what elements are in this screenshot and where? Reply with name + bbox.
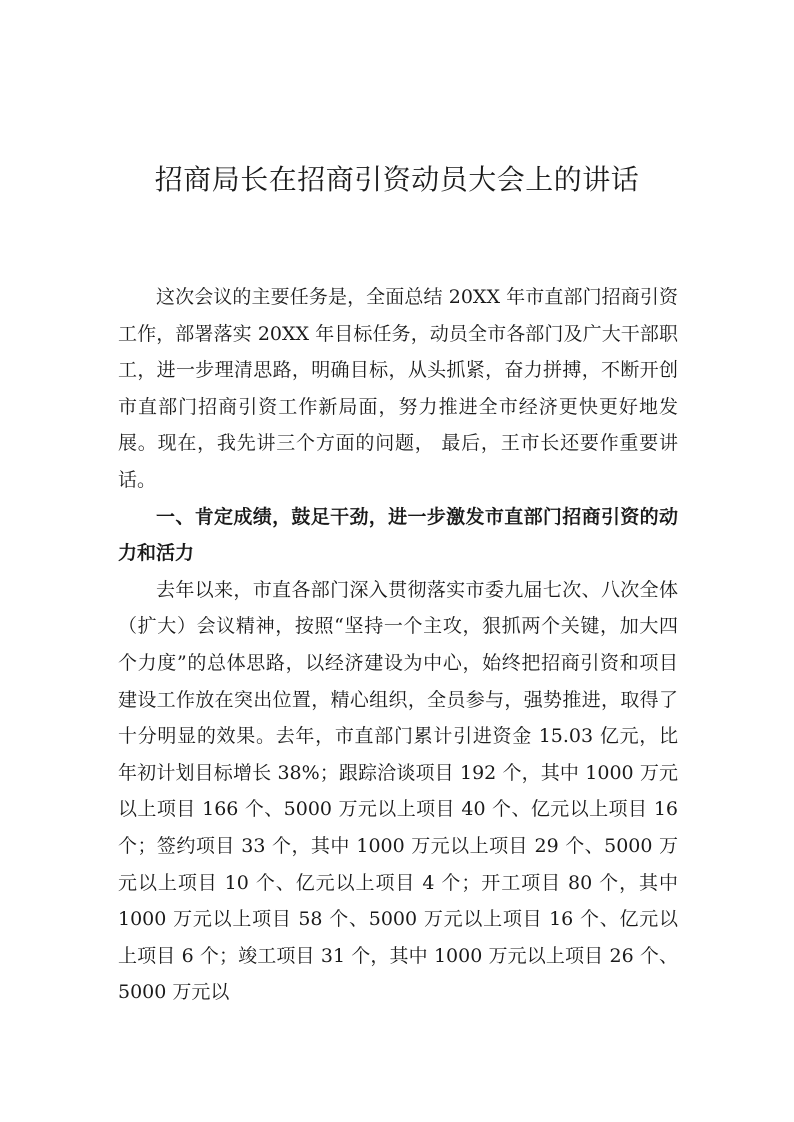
- document-body: [118, 279, 678, 1011]
- section-heading-1: 一、肯定成绩，鼓足干劲，进一步激发市直部门招商引资的动力和活力: [118, 505, 678, 565]
- paragraph-achievements: 去年以来，市直各部门深入贯彻落实市委九届七次、八次全体（扩大）会议精神，按照“坚持一个主攻，狠抓两个关键，加大四个力度”的总体思路，以经济建设为中心，始终把招商引资和项目建设工作放在突出位置，精心组织，全员参与，强势推进，取得了十分明显的效果。去年，市直部门累计引进资金 15.03 亿元，比年初计划目标增长 38%；跟踪洽谈项目 192 个，其中 1000 万元以上项目 166 个、5000 万元以上项目 40 个、亿元以上项目 16 个；签约项目 33 个，其中 1000 万元以上项目 29 个、5000 万元以上项目 10 个、亿元以上项目 4 个；开工项目 80 个，其中 1000 万元以上项目 58 个、5000 万元以上项目 16 个、亿元以上项目 6 个；竣工项目 31 个，其中 1000 万元以上项目 26 个、5000 万元以: [118, 578, 678, 1004]
- paragraph-intro: 这次会议的主要任务是，全面总结 20XX 年市直部门招商引资工作，部署落实 20XX 年目标任务，动员全市各部门及广大干部职工，进一步理清思路，明确目标，从头抓紧，奋力拼搏，不断开创市直部门招商引资工作新局面，努力推进全市经济更快更好地发展。现在，我先讲三个方面的问题， 最后，王市长还要作重要讲话。: [118, 286, 678, 491]
- page-title: 招商局长在招商引资动员大会上的讲话: [154, 163, 640, 196]
